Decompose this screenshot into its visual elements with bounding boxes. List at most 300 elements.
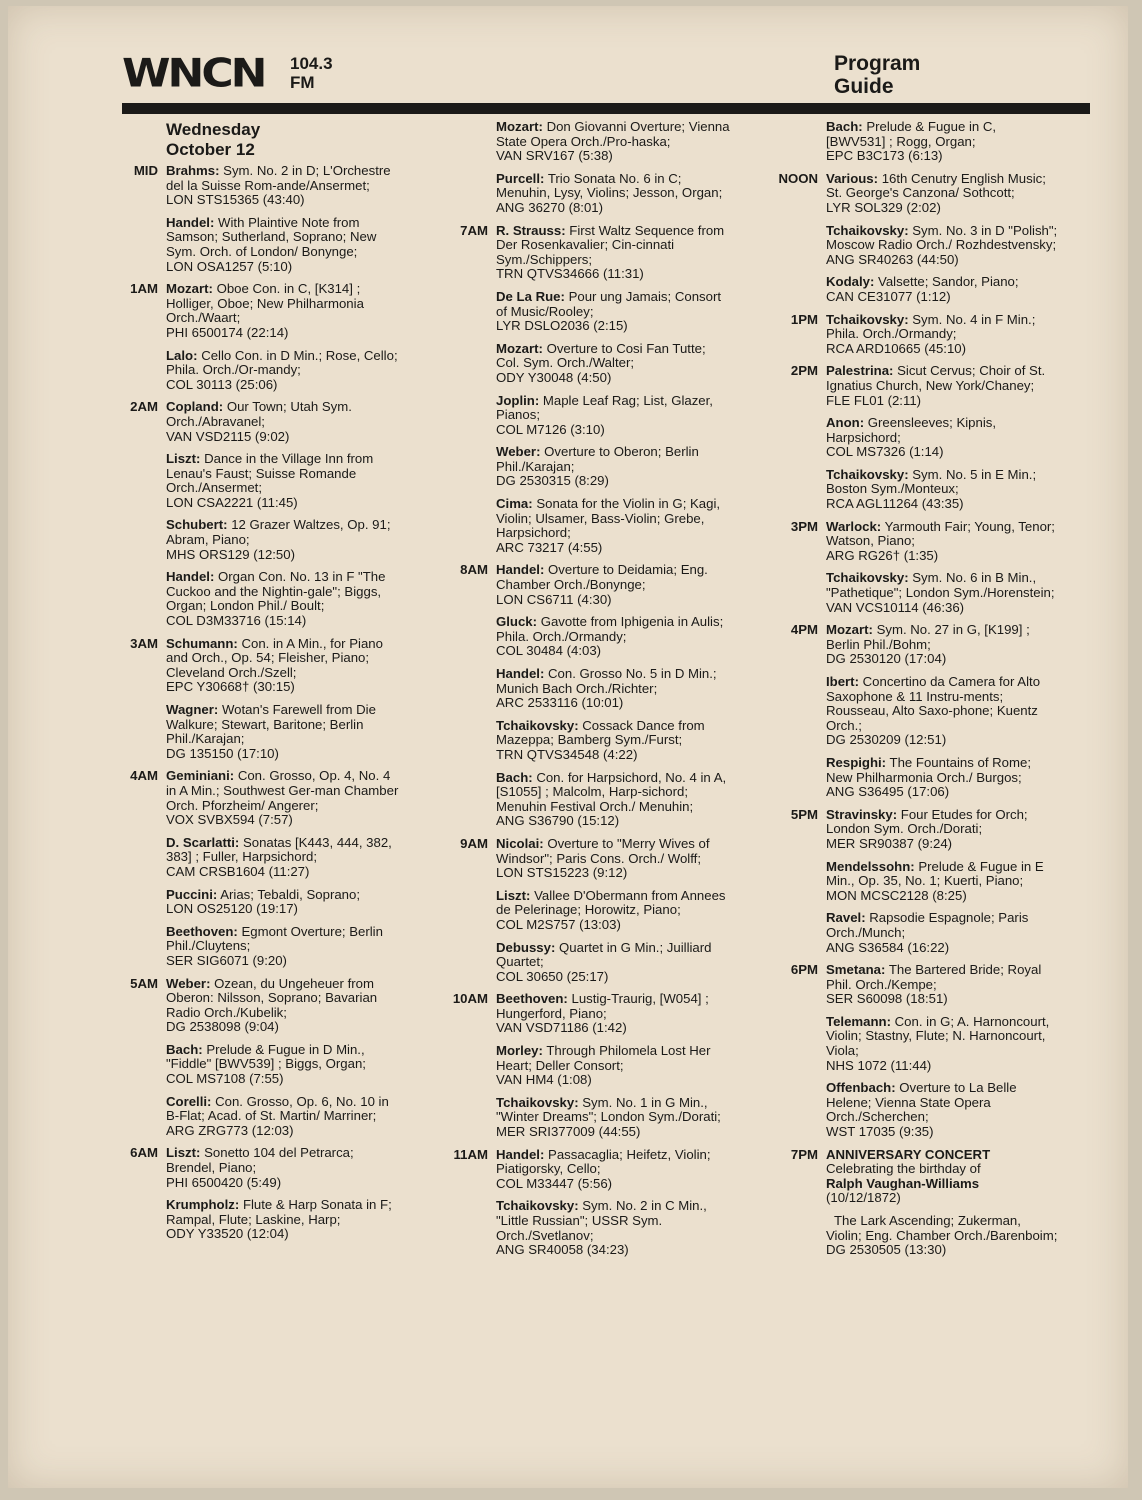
work-details: Flute & Harp Sonata in F; Rampal, Flute; Laskine, Harp; [166, 1197, 392, 1227]
catalog-number: LON STS15365 (43:40) [166, 192, 305, 208]
time-slot [114, 977, 404, 1139]
entry-description [166, 977, 404, 1021]
program-entry [166, 1043, 404, 1087]
program-entry [166, 1095, 404, 1139]
time-label: 5PM [790, 806, 818, 822]
catalog-number: ARC 2533116 (10:01) [496, 695, 624, 711]
catalog-number: VAN HM4 (1:08) [496, 1072, 592, 1088]
time-label: 3PM [790, 518, 818, 534]
catalog-number: WST 17035 (9:35) [826, 1124, 934, 1140]
catalog-number: CAM CRSB1604 (11:27) [166, 863, 310, 879]
time-label: NOON [778, 170, 818, 186]
catalog-number: COL MS7108 (7:55) [166, 1071, 284, 1087]
catalog-number: DG 2538098 (9:04) [166, 1019, 279, 1035]
catalog-number: COL M7126 (3:10) [496, 421, 605, 437]
composer: Bach: [496, 769, 533, 785]
program-entry [496, 563, 732, 607]
composer: Liszt: [496, 887, 531, 903]
catalog-number: LON OSA1257 (5:10) [166, 258, 293, 274]
entry-description [166, 888, 404, 903]
time-slot [442, 1148, 732, 1258]
catalog-number: ANG S36584 (16:22) [826, 939, 950, 955]
work-details: Prelude & Fugue in E Min., Op. 35, No. 1; Kuerti, Piano; [826, 858, 1044, 889]
work-details: Trio Sonata No. 6 in C; Menuhin, Lysy, Violins; Jesson, Organ; [496, 170, 723, 201]
work-details: Sym. No. 2 in D; L'Orchestre del la Suisse Rom-ande/Ansermet; [166, 163, 391, 193]
work-details: Vallee D'Obermann from Annees de Pelerinage; Horowitz, Piano; [496, 887, 726, 918]
time-label: 4AM [130, 768, 158, 784]
work-details: Arias; Tebaldi, Soprano; [220, 886, 361, 902]
logo-band: FM [290, 73, 315, 92]
composer: Tchaikovsky: [826, 466, 909, 482]
catalog-number: PHI 6500174 (22:14) [166, 324, 289, 340]
catalog-number: TRN QTVS34548 (4:22) [496, 746, 638, 762]
composer: Palestrina: [826, 363, 894, 379]
composer: Smetana: [826, 962, 886, 978]
entry-description [826, 571, 1058, 600]
time-slot [768, 520, 1058, 616]
work-details: Our Town; Utah Sym. Orch./Abravanel; [166, 399, 352, 429]
work-details: Passacaglia; Heifetz, Violin; Piatigorsky, Cello; [496, 1146, 711, 1177]
catalog-number: LYR SOL329 (2:02) [826, 199, 941, 215]
catalog-number: ANG S36495 (17:06) [826, 784, 950, 800]
program-entry [166, 349, 404, 393]
composer: Bach: [826, 119, 863, 134]
catalog-number: VAN VSD71186 (1:42) [496, 1020, 627, 1036]
time-slot [114, 1146, 404, 1242]
program-entry [826, 468, 1058, 512]
time-slot [768, 623, 1058, 800]
guide-title-line1: Program [834, 52, 921, 75]
work-details: Rapsodie Espagnole; Paris Orch./Munch; [826, 910, 1029, 940]
entry-description [166, 400, 404, 429]
entry-description [496, 563, 732, 592]
catalog-number: FLE FL01 (2:11) [826, 392, 922, 408]
composer: Schumann: [166, 635, 238, 651]
work-details: Dance in the Village Inn from Lenau's Faust; Suisse Romande Orch./Ansermet; [166, 451, 374, 496]
work-details: Sonatas [K443, 444, 382, 383] ; Fuller, Harpsichord; [166, 834, 392, 865]
catalog-number: COL 30484 (4:03) [496, 643, 602, 659]
program-entry [166, 452, 404, 510]
schedule-column-1 [114, 120, 404, 1250]
time-slot [768, 120, 1058, 164]
time-label: 1PM [790, 311, 818, 327]
work-details: First Waltz Sequence from Der Rosenkavalier; Cin-cinnati Sym./Schippers; [496, 222, 725, 267]
composer: Mozart: [496, 119, 543, 134]
entry-description [826, 1015, 1058, 1059]
work-details: Overture to La Belle Helene; Vienna State Opera Orch./Scherchen; [826, 1080, 1017, 1125]
composer: Handel: [496, 1146, 545, 1162]
entry-description [826, 416, 1058, 445]
catalog-number: PHI 6500420 (5:49) [166, 1174, 282, 1190]
time-label: 7AM [460, 222, 488, 238]
catalog-number: DG 2530505 (13:30) [826, 1242, 947, 1258]
composer: Offenbach: [826, 1080, 896, 1096]
logo-wordmark: WNCN [122, 50, 265, 97]
program-entry [496, 120, 732, 164]
catalog-number: ARG RG26† (1:35) [826, 547, 939, 563]
program-entry [496, 172, 732, 216]
time-slot [768, 172, 1058, 305]
program-entry [826, 224, 1058, 268]
composer: Tchaikovsky: [496, 1094, 579, 1110]
catalog-number: NHS 1072 (11:44) [826, 1057, 932, 1073]
work-details: Con. Grosso, Op. 6, No. 10 in B-Flat; Acad. of St. Martin/ Marriner; [166, 1093, 389, 1124]
program-entry [166, 703, 404, 761]
composer: Kodaly: [826, 274, 875, 290]
time-label: 6AM [130, 1145, 158, 1161]
time-slot [768, 808, 1058, 955]
catalog-number: COL 30650 (25:17) [496, 968, 609, 984]
catalog-number: ANG S36790 (15:12) [496, 813, 620, 829]
guide-title-line2: Guide [834, 75, 894, 98]
time-label: 2AM [130, 399, 158, 415]
time-slot [442, 224, 732, 556]
time-label: 5AM [130, 975, 158, 991]
entry-description [166, 216, 404, 260]
catalog-number: VOX SVBX594 (7:57) [166, 812, 293, 828]
work-details: Sym. No. 1 in G Min., "Winter Dreams"; London Sym./Dorati; [496, 1094, 721, 1125]
entry-description [826, 120, 1058, 149]
program-entry [496, 992, 732, 1036]
program-entry [496, 667, 732, 711]
program-entry [496, 719, 732, 763]
entry-description [826, 623, 1058, 652]
program-entry [826, 860, 1058, 904]
special-piece: The Lark Ascending; Zukerman, Violin; Eng. Chamber Orch./Barenboim; [826, 1213, 1058, 1243]
composer: Tchaikovsky: [826, 570, 909, 586]
entry-description [496, 667, 732, 696]
program-entry [826, 275, 1058, 304]
composer: Telemann: [826, 1013, 891, 1029]
catalog-number: EPC Y30668† (30:15) [166, 679, 295, 695]
entry-description [496, 172, 732, 201]
work-details: Concertino da Camera for Alto Saxophone & 11 Instru-ments; Rousseau, Alto Saxo-phone; Kuentz Orch.; [826, 674, 1041, 733]
composer: Nicolai: [496, 835, 544, 851]
work-details: Quartet in G Min.; Juilliard Quartet; [496, 939, 712, 970]
composer: Various: [826, 170, 879, 186]
work-details: Overture to Oberon; Berlin Phil./Karajan; [496, 444, 699, 474]
work-details: Overture to Deidamia; Eng. Chamber Orch./Bonynge; [496, 562, 708, 593]
program-entry [826, 963, 1058, 1007]
special-intro: Celebrating the birthday of [826, 1161, 981, 1177]
program-entry [496, 1044, 732, 1088]
program-entry [496, 290, 732, 334]
time-slot [114, 282, 404, 392]
composer: Mozart: [166, 281, 213, 297]
program-entry [166, 836, 404, 880]
entry-description [166, 836, 404, 865]
program-entry [826, 520, 1058, 564]
catalog-number: MER SRI377009 (44:55) [496, 1124, 641, 1140]
program-entry [496, 394, 732, 438]
entry-description [166, 1043, 404, 1072]
program-entry [826, 120, 1058, 164]
work-details: Don Giovanni Overture; Vienna State Opera Orch./Pro-haska; [496, 119, 730, 149]
composer: Handel: [166, 569, 215, 585]
work-details: Sym. No. 6 in B Min., "Pathetique"; London Sym./Horenstein; [826, 570, 1055, 601]
catalog-number: ANG 36270 (8:01) [496, 199, 604, 215]
composer: Tchaikovsky: [826, 222, 909, 238]
catalog-number: ODY Y33520 (12:04) [166, 1226, 289, 1242]
entry-description [826, 860, 1058, 889]
program-entry [496, 1199, 732, 1257]
entry-description [166, 637, 404, 681]
work-details: Maple Leaf Rag; List, Glazer, Pianos; [496, 392, 713, 423]
work-details: Con. in A Min., for Piano and Orch., Op. 54; Fleisher, Piano; Cleveland Orch./Szell; [166, 635, 383, 680]
composer: Corelli: [166, 1093, 212, 1109]
program-entry [826, 172, 1058, 216]
entry-description [166, 164, 404, 193]
entry-description [166, 703, 404, 747]
entry-description [496, 497, 732, 541]
catalog-number: LON CS6711 (4:30) [496, 591, 612, 607]
composer: Schubert: [166, 517, 228, 533]
entry-description [166, 1198, 404, 1227]
composer: Beethoven: [166, 923, 238, 939]
catalog-number: DG 2530120 (17:04) [826, 651, 947, 667]
program-entry [166, 977, 404, 1035]
catalog-number: EPC B3C173 (6:13) [826, 148, 943, 164]
work-details: Four Etudes for Orch; London Sym. Orch./Dorati; [826, 806, 1028, 837]
time-label: 1AM [130, 281, 158, 297]
program-entry [826, 313, 1058, 357]
catalog-number: ARC 73217 (4:55) [496, 539, 603, 555]
entry-description [496, 224, 732, 268]
composer: Mozart: [496, 340, 543, 356]
composer: Liszt: [166, 451, 201, 467]
program-entry [826, 808, 1058, 852]
time-label: 2PM [790, 363, 818, 379]
work-details: Con. Grosso No. 5 in D Min.; Munich Bach Orch./Richter; [496, 666, 717, 696]
entry-description [826, 911, 1058, 940]
time-slot [768, 963, 1058, 1140]
composer: Copland: [166, 399, 224, 415]
time-slot [768, 364, 1058, 511]
composer: Purcell: [496, 170, 545, 186]
entry-description [166, 769, 404, 813]
schedule-column-2 [442, 120, 732, 1266]
catalog-number: ANG SR40058 (34:23) [496, 1242, 629, 1258]
work-details: Greensleeves; Kipnis, Harpsichord; [826, 415, 997, 445]
time-slot [114, 637, 404, 762]
program-entry [826, 416, 1058, 460]
work-details: Oboe Con. in C, [K314] ; Holliger, Oboe; New Philharmonia Orch./Waart; [166, 281, 364, 326]
program-entry [166, 925, 404, 969]
entry-description [826, 172, 1058, 201]
composer: Wagner: [166, 702, 219, 717]
work-details: Overture to Cosi Fan Tutte; Col. Sym. Orch./Walter; [496, 340, 706, 371]
program-entry [166, 769, 404, 827]
entry-description [166, 518, 404, 547]
catalog-number: ARG ZRG773 (12:03) [166, 1122, 294, 1138]
work-details: Lustig-Traurig, [W054] ; Hungerford, Piano; [496, 991, 709, 1021]
program-entry [496, 445, 732, 489]
catalog-number: ODY Y30048 (4:50) [496, 369, 612, 385]
program-entry [496, 837, 732, 881]
composer: Warlock: [826, 518, 882, 534]
work-details: Pour ung Jamais; Consort of Music/Rooley; [496, 288, 722, 319]
program-guide-title [834, 52, 920, 98]
program-entry [496, 342, 732, 386]
composer: Stravinsky: [826, 806, 898, 822]
entry-description [496, 615, 732, 644]
composer: Ravel: [826, 910, 866, 926]
entry-description [826, 756, 1058, 785]
program-entry [496, 1148, 732, 1192]
entry-description [826, 468, 1058, 497]
entry-description [496, 771, 732, 815]
composer: Anon: [826, 415, 865, 431]
entry-description [496, 837, 732, 866]
entry-description [496, 445, 732, 474]
catalog-number: CAN CE31077 (1:12) [826, 288, 951, 304]
composer: Ibert: [826, 674, 859, 689]
entry-description [496, 1199, 732, 1243]
program-entry [166, 518, 404, 562]
program-entry [496, 615, 732, 659]
composer: Mozart: [826, 622, 873, 638]
entry-description [826, 1081, 1058, 1125]
entry-description [496, 1096, 732, 1125]
work-details: Sym. No. 27 in G, [K199] ; Berlin Phil./Bohm; [826, 622, 1030, 652]
program-entry [166, 888, 404, 917]
catalog-number: DG 2530315 (8:29) [496, 473, 609, 489]
composer: Weber: [166, 975, 211, 991]
entry-description [826, 520, 1058, 549]
work-details: 12 Grazer Waltzes, Op. 91; Abram, Piano; [166, 517, 391, 548]
catalog-number: TRN QTVS34666 (11:31) [496, 266, 644, 282]
logo-frequency [290, 54, 333, 92]
program-entry [826, 1015, 1058, 1073]
program-entry [166, 164, 404, 208]
work-details: Wotan's Farewell from Die Walkure; Stewart, Baritone; Berlin Phil./Karajan; [166, 702, 376, 747]
time-label: 3AM [130, 635, 158, 651]
weekday: Wednesday [166, 120, 261, 139]
catalog-number: VAN SRV167 (5:38) [496, 148, 613, 164]
composer: Handel: [496, 666, 545, 681]
entry-description [166, 1146, 404, 1175]
composer: Debussy: [496, 939, 556, 955]
program-entry [166, 216, 404, 274]
time-label: 4PM [790, 622, 818, 638]
catalog-number: LYR DSLO2036 (2:15) [496, 318, 628, 334]
work-details: Sym. No. 2 in C Min., "Little Russian"; USSR Sym. Orch./Svetlanov; [496, 1198, 707, 1243]
time-slot [442, 563, 732, 829]
composer: Gluck: [496, 614, 538, 630]
time-label: 8AM [460, 562, 488, 578]
catalog-number: COL 30113 (25:06) [166, 376, 278, 392]
entry-description [166, 282, 404, 326]
catalog-number: MHS ORS129 (12:50) [166, 546, 295, 562]
entry-description [166, 925, 404, 954]
work-details: The Fountains of Rome; New Philharmonia Orch./ Burgos; [826, 754, 1031, 785]
time-label: 7PM [790, 1146, 818, 1162]
composer: Brahms: [166, 163, 220, 178]
program-entry [496, 941, 732, 985]
work-details: Sym. No. 5 in E Min.; Boston Sym./Monteux; [826, 466, 1037, 497]
entry-description [826, 808, 1058, 837]
day-heading [166, 120, 404, 160]
entry-description [496, 1044, 732, 1073]
composer: Weber: [496, 444, 541, 460]
work-details: Yarmouth Fair; Young, Tenor; Watson, Piano; [826, 518, 1055, 549]
composer: Handel: [496, 562, 545, 578]
composer: Respighi: [826, 754, 887, 770]
time-label: 9AM [460, 835, 488, 851]
catalog-number: MON MCSC2128 (8:25) [826, 887, 967, 903]
program-entry [826, 911, 1058, 955]
time-label: 10AM [452, 991, 488, 1007]
time-label: 6PM [790, 962, 818, 978]
program-entry [496, 889, 732, 933]
program-entry [496, 224, 732, 282]
entry-description [496, 992, 732, 1021]
entry-description [496, 120, 732, 149]
work-details: Through Philomela Lost Her Heart; Deller Consort; [496, 1043, 711, 1073]
program-entry [496, 1096, 732, 1140]
entry-description [826, 275, 1058, 290]
schedule-column-3 [768, 120, 1058, 1258]
composer: Beethoven: [496, 991, 568, 1007]
work-details: Sicut Cervus; Choir of St. Ignatius Church, New York/Chaney; [826, 363, 1046, 393]
catalog-number: VAN VCS10114 (46:36) [826, 599, 965, 615]
entry-description [496, 342, 732, 371]
catalog-number: ANG SR40263 (44:50) [826, 251, 959, 267]
entry-description [496, 941, 732, 970]
program-entry [826, 1081, 1058, 1139]
time-slot [442, 120, 732, 216]
work-details: Sonata for the Violin in G; Kagi, Violin; Ulsamer, Bass-Violin; Grebe, Harpsichord; [496, 496, 721, 541]
work-details: Con. Grosso, Op. 4, No. 4 in A Min.; Southwest Ger-man Chamber Orch. Pforzheim/ Angerer; [166, 768, 399, 813]
catalog-number: LON STS15223 (9:12) [496, 865, 628, 881]
special-dates: (10/12/1872) [826, 1190, 901, 1206]
program-entry [496, 771, 732, 829]
catalog-number: DG 135150 (17:10) [166, 745, 279, 761]
time-label: MID [133, 163, 158, 178]
entry-description [496, 394, 732, 423]
time-slot [768, 313, 1058, 357]
work-details: Sym. No. 4 in F Min.; Phila. Orch./Ormandy; [826, 311, 1036, 342]
catalog-number: COL M2S757 (13:03) [496, 916, 621, 932]
program-entry [166, 637, 404, 695]
work-details: Con. in G; A. Harnoncourt, Violin; Stastny, Flute; N. Harnoncourt, Viola; [826, 1013, 1050, 1059]
catalog-number: COL M33447 (5:56) [496, 1175, 613, 1191]
entry-description [826, 364, 1058, 393]
entry-description [496, 290, 732, 319]
program-entry [166, 1198, 404, 1242]
catalog-number: VAN VSD2115 (9:02) [166, 428, 290, 444]
entry-description [826, 675, 1058, 733]
composer: Handel: [166, 214, 215, 230]
time-slot [442, 837, 732, 984]
time-slot [114, 769, 404, 968]
work-details: Egmont Overture; Berlin Phil./Cluytens; [166, 923, 383, 954]
composer: D. Scarlatti: [166, 834, 240, 850]
work-details: Sym. No. 3 in D "Polish"; Moscow Radio Orch./ Rozhdestvensky; [826, 222, 1058, 253]
work-details: With Plaintive Note from Samson; Sutherland, Soprano; New Sym. Orch. of London/ Bonynge; [166, 214, 377, 259]
work-details: Ozean, du Ungeheuer from Oberon: Nilsson, Soprano; Bavarian Radio Orch./Kubelik; [166, 975, 378, 1020]
catalog-number: RCA ARD10665 (45:10) [826, 340, 967, 356]
work-details: Sonetto 104 del Petrarca; Brendel, Piano; [166, 1145, 354, 1176]
composer: Tchaikovsky: [496, 1198, 579, 1214]
entry-description [166, 1095, 404, 1124]
entry-description [496, 889, 732, 918]
catalog-number: COL MS7326 (1:14) [826, 444, 944, 460]
program-entry [826, 364, 1058, 408]
time-slot [442, 992, 732, 1139]
composer: Lalo: [166, 347, 198, 363]
catalog-number: SER S60098 (18:51) [826, 991, 948, 1007]
